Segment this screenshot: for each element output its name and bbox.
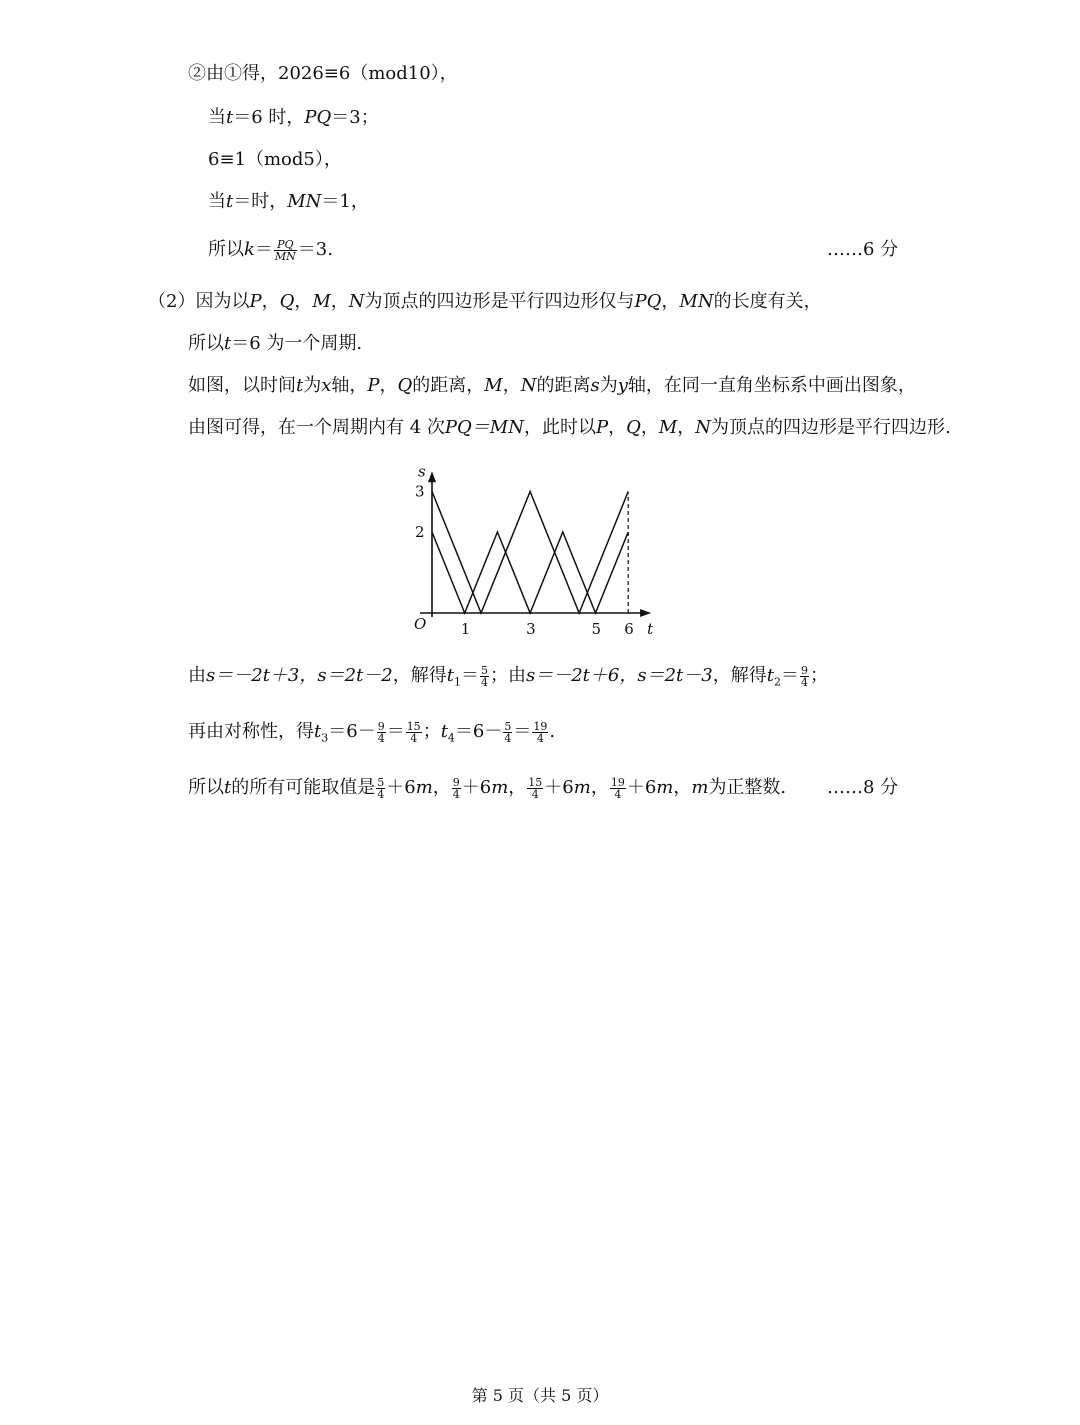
part1-line-3	[208, 148, 342, 172]
text: ；	[422, 721, 441, 742]
var-t: t	[226, 191, 234, 212]
text: 6≡1（mod5），	[208, 149, 342, 170]
fraction	[406, 721, 422, 744]
text: ＋6	[626, 777, 657, 798]
text: ；	[809, 665, 828, 686]
denominator: 4	[480, 675, 488, 689]
text: ，解得	[712, 665, 767, 686]
numerator: 9	[377, 719, 385, 733]
text: ＋6	[386, 777, 416, 798]
part2-line-1	[148, 290, 822, 314]
text: 由	[188, 665, 206, 686]
text: ，	[508, 777, 527, 798]
numerator: 9	[452, 775, 460, 789]
var: P	[249, 291, 262, 312]
fraction	[532, 721, 548, 744]
var: m	[415, 777, 433, 798]
var: M	[484, 375, 503, 396]
text: 为正整数.	[708, 777, 787, 798]
text: ＝6－	[328, 721, 376, 742]
var: PQ＝MN	[444, 417, 524, 438]
text: ，	[379, 375, 398, 396]
part2-line-3	[188, 374, 916, 398]
text: 的长度有关，	[713, 291, 822, 312]
text: 所以	[188, 777, 224, 798]
text: ，	[677, 417, 696, 438]
text: 再由对称性，得	[188, 721, 314, 742]
denominator: 4	[504, 731, 512, 745]
text: ＋6	[461, 777, 492, 798]
text: ＋6	[544, 777, 574, 798]
var: N	[695, 417, 712, 438]
fraction	[503, 721, 512, 744]
text: 由图可得，在一个周期内有 4 次	[188, 417, 445, 438]
text: 所以	[208, 239, 244, 260]
text: 当	[208, 107, 226, 128]
part2-line-6	[188, 720, 555, 751]
var: m	[691, 777, 709, 798]
var-pq: PQ	[304, 107, 332, 128]
text: ＝	[460, 665, 479, 686]
fraction	[377, 721, 386, 744]
var: N	[520, 375, 537, 396]
var: m	[656, 777, 674, 798]
fraction-pq-over-mn	[274, 239, 297, 262]
text: ；由	[489, 665, 526, 686]
text: ，	[294, 291, 313, 312]
part1-line-2	[208, 106, 379, 130]
text: ＝3.	[297, 239, 333, 260]
text: 为	[599, 375, 618, 396]
text: 轴，在同一直角坐标系中画出图象，	[627, 375, 916, 396]
text: ，	[661, 291, 680, 312]
var: P	[367, 375, 380, 396]
text: 的距离	[536, 375, 591, 396]
x-tick-label: 5	[591, 620, 602, 638]
part2-line-7	[188, 776, 786, 800]
numerator: 15	[406, 719, 421, 733]
s-t-graph	[405, 452, 705, 642]
text: 为	[303, 375, 322, 396]
text: ＝	[780, 665, 799, 686]
numerator: 5	[480, 663, 488, 677]
var: y	[617, 375, 628, 396]
y-tick-label: 3	[415, 482, 425, 501]
text: ，	[673, 777, 692, 798]
numerator: 5	[377, 775, 385, 789]
text: ，	[261, 291, 280, 312]
var: Q	[279, 291, 295, 312]
var: t	[224, 333, 232, 354]
subscript: 4	[447, 731, 455, 745]
equation: s＝－2t＋6，s＝2t－3	[525, 665, 713, 686]
var-mn: MN	[287, 191, 322, 212]
text: ＝1，	[321, 191, 369, 212]
var: Q	[397, 375, 413, 396]
text: ＝	[386, 721, 405, 742]
subscript: 2	[773, 675, 781, 689]
var: s	[590, 375, 600, 396]
text: ，	[330, 291, 349, 312]
origin-label: O	[414, 615, 427, 633]
denominator: 4	[614, 787, 622, 801]
score-8: ……8 分	[827, 777, 899, 798]
fraction	[610, 777, 626, 800]
x-axis-arrow	[640, 609, 651, 617]
part2-line-2	[188, 332, 362, 356]
x-axis-label: t	[647, 620, 654, 638]
var: x	[321, 375, 332, 396]
text: ＝时，	[233, 191, 288, 212]
page-footer: 第 5 页（共 5 页）	[471, 1386, 609, 1405]
text: ，此时以	[523, 417, 596, 438]
text: 所以	[188, 333, 224, 354]
var: M	[312, 291, 331, 312]
var: t	[766, 665, 774, 686]
x-tick-label: 1	[460, 620, 471, 638]
text: ，	[502, 375, 521, 396]
numerator: PQ	[274, 239, 297, 251]
text: （2）因为以	[148, 291, 250, 312]
var-t: t	[226, 107, 234, 128]
var: Q	[626, 417, 641, 438]
var: MN	[679, 291, 714, 312]
text: ，	[608, 417, 627, 438]
text: 为顶点的四边形是平行四边形.	[711, 417, 951, 438]
subscript: 3	[321, 731, 329, 745]
numerator: 15	[528, 775, 543, 789]
text: 当	[208, 191, 226, 212]
numerator: 9	[800, 663, 808, 677]
text: ，	[432, 777, 451, 798]
y-axis-arrow	[428, 471, 436, 482]
text: 如图，以时间	[188, 375, 296, 396]
numerator: 19	[610, 775, 625, 789]
denominator: 4	[410, 731, 418, 745]
part1-line-1	[188, 62, 458, 86]
text: 轴，	[331, 375, 368, 396]
fraction	[452, 777, 461, 800]
score-6: ……6 分	[827, 239, 899, 260]
text: ＝6 为一个周期.	[231, 333, 363, 354]
var: t	[446, 665, 454, 686]
x-tick-label: 6	[624, 620, 634, 638]
text: ②由①得，2026≡6（mod10），	[188, 63, 458, 84]
text: ＝	[254, 239, 273, 260]
y-tick-label: 2	[415, 523, 425, 541]
series-line-mn	[432, 532, 628, 613]
text: ＝6 时，	[233, 107, 305, 128]
text: ，	[640, 417, 659, 438]
var: PQ	[634, 291, 662, 312]
numerator: 19	[533, 719, 548, 733]
var: P	[595, 417, 609, 438]
denominator: 4	[800, 675, 808, 689]
text: ＝	[513, 721, 532, 742]
var: m	[573, 777, 591, 798]
text: 的距离，	[412, 375, 485, 396]
text: ，解得	[392, 665, 447, 686]
fraction	[480, 665, 489, 688]
denominator: 4	[377, 731, 385, 745]
text: ＝6－	[454, 721, 503, 742]
part2-line-5	[188, 664, 828, 695]
fraction	[527, 777, 543, 800]
text: .	[549, 721, 556, 742]
var-k: k	[244, 239, 255, 260]
text: 的所有可能取值是	[231, 777, 376, 798]
text: ，	[590, 777, 609, 798]
var: t	[440, 721, 448, 742]
denominator: 4	[531, 787, 539, 801]
fraction	[376, 777, 385, 800]
y-axis-label: s	[418, 462, 426, 481]
numerator: 5	[504, 719, 512, 733]
series-line-pq	[432, 492, 628, 614]
denominator: 4	[377, 787, 385, 801]
x-tick-label: 3	[526, 620, 536, 638]
var: t	[296, 375, 304, 396]
var: t	[314, 721, 322, 742]
denominator: 4	[452, 787, 460, 801]
var: t	[224, 777, 232, 798]
text: ＝3；	[331, 107, 379, 128]
part1-line-5	[208, 238, 333, 262]
text: 为顶点的四边形是平行四边形仅与	[364, 291, 635, 312]
part2-line-4	[188, 416, 951, 440]
var: N	[348, 291, 365, 312]
var: m	[491, 777, 509, 798]
equation: s＝－2t＋3，s＝2t－2	[206, 665, 393, 686]
denominator: 4	[536, 731, 544, 745]
subscript: 1	[453, 675, 461, 689]
part1-line-4	[208, 190, 369, 214]
fraction	[800, 665, 809, 688]
var: M	[658, 417, 678, 438]
denominator: MN	[274, 249, 296, 263]
